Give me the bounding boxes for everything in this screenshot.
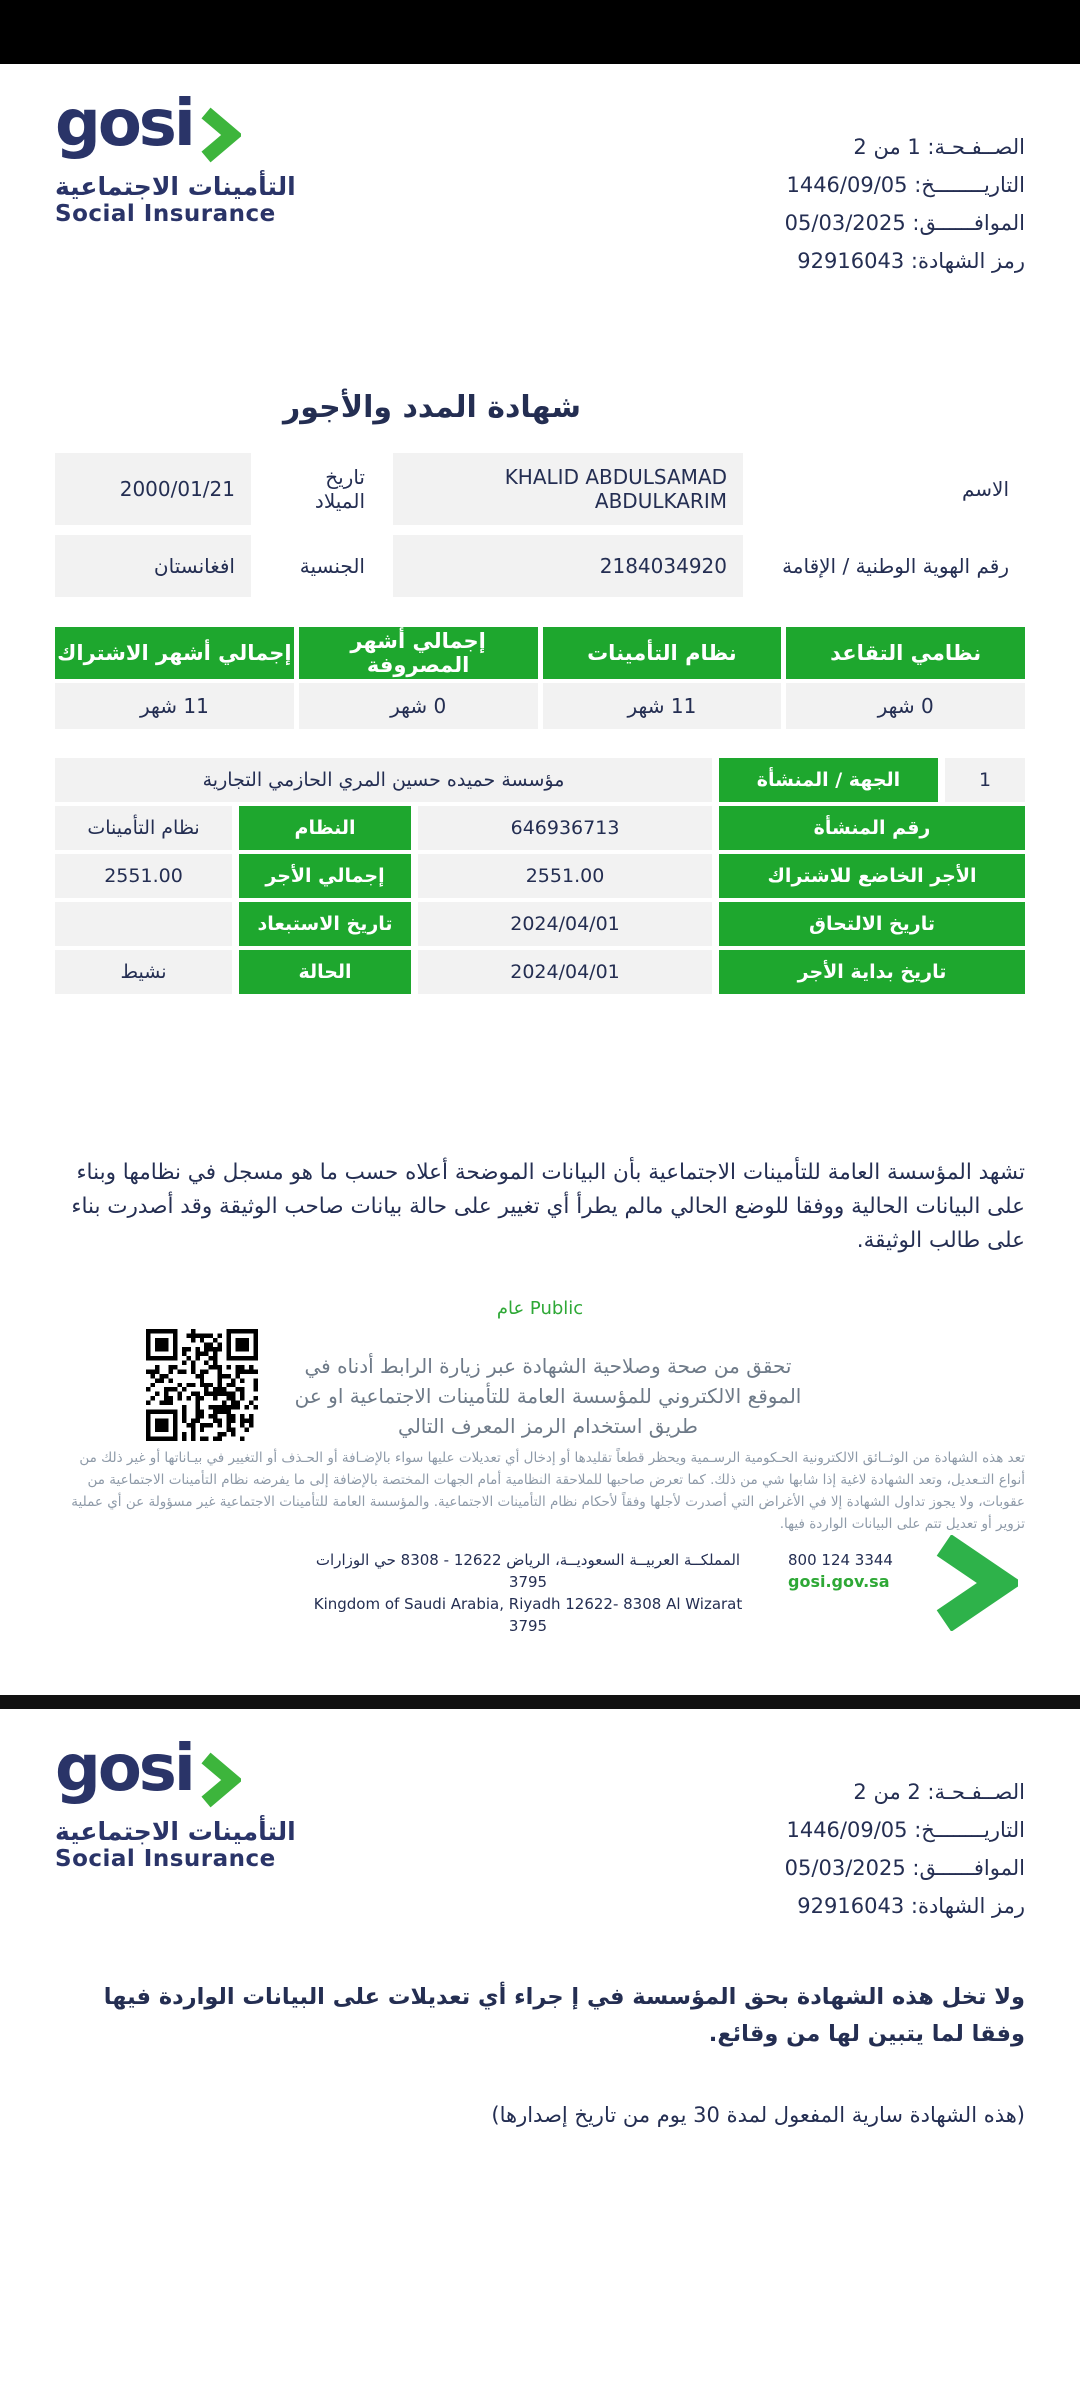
page1-footer bbox=[55, 1549, 1025, 1649]
status-value: نشيط bbox=[55, 950, 232, 994]
meta-date-hijri: التاريــــــــخ: 1446/09/05 bbox=[786, 173, 1025, 197]
dob-value: 2000/01/21 bbox=[55, 453, 251, 525]
validity-note: (هذه الشهادة سارية المفعول لمدة 30 يوم من تاريخ إصدارها) bbox=[491, 2102, 1025, 2127]
name-value: KHALID ABDULSAMAD ABDULKARIM bbox=[393, 453, 743, 525]
page2-header bbox=[55, 1731, 1025, 1925]
top-black-bar bbox=[0, 0, 1080, 64]
disclaimer-paragraph: ولا تخل هذه الشهادة بحق المؤسسة في إ جراء أي تعديلات على البيانات الواردة فيها وفقا لما يتبين لها من وقائع. bbox=[103, 1983, 1025, 2047]
logo-tagline-english: Social Insurance bbox=[55, 201, 276, 227]
exclusion-date-value bbox=[55, 902, 232, 946]
wage-start-date-value: 2024/04/01 bbox=[418, 950, 712, 994]
meta-date-hijri: التاريــــــــخ: 1446/09/05 bbox=[786, 1817, 1025, 1842]
footer-address bbox=[308, 1549, 748, 1637]
meta-date-gregorian: الموافــــــق: 05/03/2025 bbox=[784, 211, 1025, 235]
gosi-wordmark-row bbox=[55, 1731, 296, 1813]
summary-value-pension: 0 شهر bbox=[786, 683, 1025, 729]
legal-fine-print: تعد هذه الشهادة من الوثــائق الالكترونية الحـكومية الرسـمية ويحظر قطعاً تقليدها أو إدخال أي تعديلات عليها سواء بالإضـافة أو الحـذف أو التغيير في بيـاناتها أو غير ذلك من أنواع التـعديل، وتعد الشهادة لاغية إذا شابها شي من ذلك. كما تعرض صاحبها للملاحقة النظامية أمام الجهات المختصة بالإضافة إلى ما يفرضه نظام التأمينات الاجتماعية من عقوبات، ولا يجوز تداول الشهادة إلا في الأغراض التي أصدرت لأجلها وفقاً لأحكام نظام التأمينات الاجتماعية. والمؤسسة العامة للتأمينات الاجتماعية غير مسؤولة عن أي عملية تزوير أو تعديل تتم على البيانات الواردة فيها. bbox=[71, 1450, 1025, 1532]
gosi-logo bbox=[55, 1731, 296, 1872]
logo-tagline-english: Social Insurance bbox=[55, 1845, 276, 1872]
total-wage-label: إجمالي الأجر bbox=[239, 854, 411, 898]
gosi-wordmark-row bbox=[55, 87, 296, 168]
id-label: رقم الهوية الوطنية / الإقامة bbox=[782, 554, 1009, 578]
logo-tagline-arabic: التأمينات الاجتماعية bbox=[55, 1816, 296, 1846]
certificate-title: شهادة المدد والأجور bbox=[283, 390, 581, 425]
certification-statement: تشهد المؤسسة العامة للتأمينات الاجتماعية بأن البيانات الموضحة أعلاه حسب ما هو مسجل في نظامها وبناء على البيانات الحالية ووفقا للوضع الحالي مالم يطرأ أي تغيير على حالة بيانات صاحب الوثيقة وقد أصدرت بناء على طالب الوثيقة. bbox=[71, 1160, 1025, 1253]
meta-certificate-code: رمز الشهادة: 92916043 bbox=[797, 1893, 1025, 1918]
total-wage-value: 2551.00 bbox=[55, 854, 232, 898]
meta-date-gregorian: الموافــــــق: 05/03/2025 bbox=[784, 1855, 1025, 1880]
dob-label: تاريخ الميلاد bbox=[314, 465, 365, 513]
establishment-detail-rows bbox=[55, 806, 1025, 994]
certificate-page-2 bbox=[0, 1731, 1080, 2127]
joining-date-label: تاريخ الالتحاق bbox=[719, 902, 1025, 946]
name-label: الاسم bbox=[961, 477, 1009, 501]
contributory-wage-label: الأجر الخاضع للاشتراك bbox=[719, 854, 1025, 898]
page1-header bbox=[55, 87, 1025, 280]
establishment-index: 1 bbox=[945, 758, 1025, 802]
footer-website-link[interactable]: gosi.gov.sa bbox=[788, 1571, 890, 1591]
chevron-right-icon bbox=[199, 1751, 241, 1813]
entity-label: الجهة / المنشأة bbox=[719, 758, 938, 802]
logo-tagline-arabic: التأمينات الاجتماعية bbox=[55, 172, 296, 201]
summary-header-paid-months: إجمالي أشهر المصروفة bbox=[299, 627, 538, 679]
id-value: 2184034920 bbox=[393, 535, 743, 597]
establishment-row-entity bbox=[55, 758, 1025, 802]
footer-address-english: Kingdom of Saudi Arabia, Riyadh 12622- 8308 Al Wizarat 3795 bbox=[313, 1594, 743, 1635]
chevron-right-icon bbox=[199, 106, 241, 168]
contribution-summary-table bbox=[55, 627, 1025, 729]
footer-contact bbox=[788, 1549, 893, 1593]
qr-verification-section bbox=[55, 1329, 1025, 1441]
qr-instruction: تحقق من صحة وصلاحية الشهادة عبر زيارة الرابط أدناه في الموقع الالكتروني للمؤسسة العامة للتأمينات الاجتماعية او عن طريق استخدام الرمز المعرف التالي bbox=[294, 1354, 802, 1438]
nationality-value: افغانستان bbox=[55, 535, 251, 597]
meta-page-number: الصــفـحـة: 2 من 2 bbox=[853, 1779, 1025, 1804]
wage-start-date-label: تاريخ بداية الأجر bbox=[719, 950, 1025, 994]
meta-page-number: الصــفـحـة: 1 من 2 bbox=[853, 135, 1025, 159]
nationality-label: الجنسية bbox=[299, 554, 365, 578]
entity-value: مؤسسة حميده حسين المري الحازمي التجارية bbox=[55, 758, 712, 802]
header-meta bbox=[785, 128, 1025, 280]
contributory-wage-value: 2551.00 bbox=[418, 854, 712, 898]
meta-certificate-code: رمز الشهادة: 92916043 bbox=[797, 249, 1025, 273]
gosi-wordmark: gosi bbox=[55, 1731, 193, 1806]
qr-code bbox=[146, 1329, 258, 1441]
scheme-label: النظام bbox=[239, 806, 411, 850]
est-number-label: رقم المنشأة bbox=[719, 806, 1025, 850]
summary-header-contribution-months: إجمالي أشهر الاشتراك bbox=[55, 627, 294, 679]
summary-header-pension: نظامي التقاعد bbox=[786, 627, 1025, 679]
summary-value-paid-months: 0 شهر bbox=[299, 683, 538, 729]
status-label: الحالة bbox=[239, 950, 411, 994]
page-divider-bar bbox=[0, 1695, 1080, 1709]
est-number-value: 646936713 bbox=[418, 806, 712, 850]
summary-header-insurance: نظام التأمينات bbox=[543, 627, 782, 679]
footer-chevron-icon bbox=[930, 1535, 1018, 1635]
footer-address-arabic: المملكــة العربيــة السعوديــة، الرياض 12622 - 8308 حي الوزارات 3795 bbox=[315, 1550, 741, 1591]
exclusion-date-label: تاريخ الاستبعاد bbox=[239, 902, 411, 946]
scheme-value: نظام التأمينات bbox=[55, 806, 232, 850]
summary-value-contribution-months: 11 شهر bbox=[55, 683, 294, 729]
establishment-table bbox=[55, 758, 1025, 994]
classification-badge: عام Public bbox=[496, 1298, 584, 1319]
personal-info-table bbox=[55, 453, 1025, 597]
summary-value-insurance: 11 شهر bbox=[543, 683, 782, 729]
gosi-wordmark: gosi bbox=[55, 87, 193, 161]
gosi-logo bbox=[55, 87, 296, 227]
footer-phone: 800 124 3344 bbox=[788, 1550, 893, 1569]
joining-date-value: 2024/04/01 bbox=[418, 902, 712, 946]
header-meta bbox=[785, 1773, 1025, 1925]
certificate-page-1 bbox=[0, 87, 1080, 1649]
